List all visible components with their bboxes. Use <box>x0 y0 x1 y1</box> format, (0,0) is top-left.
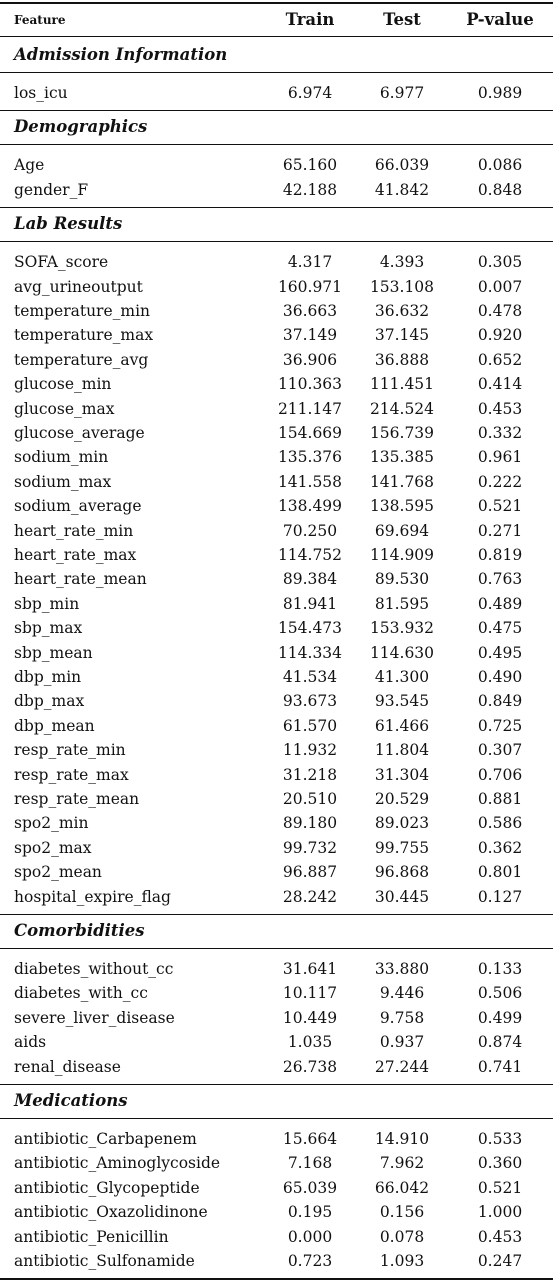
feature-cell: heart_rate_max <box>14 546 137 564</box>
pvalue-cell: 0.475 <box>477 619 523 638</box>
feature-cell: antibiotic_Sulfonamide <box>14 1252 195 1270</box>
section-title-rule <box>0 72 553 73</box>
test-cell: 33.880 <box>374 960 430 978</box>
pvalue-cell: 0.414 <box>477 375 523 394</box>
pvalue-cell: 0.801 <box>477 863 523 882</box>
section-title: Medications <box>14 1091 128 1110</box>
table-row <box>0 323 553 347</box>
test-cell: 1.093 <box>379 1252 425 1270</box>
pvalue-cell: 0.271 <box>477 521 523 540</box>
feature-cell: SOFA_score <box>14 253 109 272</box>
pvalue-cell: 0.521 <box>477 1178 523 1197</box>
test-cell: 0.937 <box>379 1033 425 1052</box>
train-cell: 37.149 <box>282 326 338 345</box>
feature-cell: temperature_max <box>14 326 154 345</box>
pvalue-cell: 0.586 <box>477 814 523 833</box>
feature-cell: sodium_max <box>14 472 112 491</box>
pvalue-cell: 0.920 <box>477 326 523 345</box>
pvalue-cell: 0.881 <box>477 790 523 808</box>
test-cell: 36.632 <box>374 302 430 320</box>
train-cell: 0.195 <box>287 1203 333 1222</box>
train-cell: 135.376 <box>277 448 343 467</box>
section-end-rule <box>0 207 553 208</box>
pvalue-cell: 0.874 <box>477 1033 523 1052</box>
section-end-rule <box>0 914 553 915</box>
train-cell: 65.160 <box>282 156 338 175</box>
train-cell: 1.035 <box>287 1033 333 1052</box>
table-row <box>0 1127 553 1151</box>
section-title: Comorbidities <box>14 921 145 940</box>
feature-cell: dbp_max <box>14 692 85 711</box>
test-cell: 14.910 <box>374 1130 430 1148</box>
table-row <box>0 178 553 202</box>
test-cell: 69.694 <box>374 521 430 540</box>
feature-cell: Age <box>14 156 45 175</box>
test-cell: 135.385 <box>369 448 435 467</box>
feature-cell: avg_urineoutput <box>14 277 143 296</box>
feature-cell: severe_liver_disease <box>14 1008 175 1027</box>
table-row <box>0 445 553 469</box>
train-cell: 31.641 <box>282 960 338 978</box>
pvalue-cell: 0.490 <box>477 668 523 686</box>
test-cell: 6.977 <box>379 84 425 102</box>
test-cell: 156.739 <box>369 424 435 442</box>
section-end-rule <box>0 1084 553 1085</box>
top-rule <box>0 2 553 4</box>
pvalue-cell: 0.961 <box>477 448 523 467</box>
table-row <box>0 153 553 177</box>
table-row <box>0 543 553 567</box>
table-row <box>0 299 553 323</box>
train-cell: 0.723 <box>287 1252 333 1270</box>
feature-cell: diabetes_without_cc <box>14 960 174 978</box>
test-cell: 27.244 <box>374 1057 430 1076</box>
pvalue-cell: 0.499 <box>477 1008 523 1027</box>
feature-cell: glucose_min <box>14 375 112 394</box>
pvalue-cell: 0.332 <box>477 424 523 442</box>
table-row <box>0 616 553 640</box>
test-cell: 214.524 <box>369 399 435 418</box>
table-row <box>0 592 553 616</box>
feature-cell: los_icu <box>14 84 68 102</box>
feature-cell: aids <box>14 1033 47 1052</box>
table-row <box>0 641 553 665</box>
section-title: Lab Results <box>14 214 123 234</box>
test-cell: 36.888 <box>374 350 430 369</box>
table-row <box>0 1055 553 1079</box>
pvalue-cell: 1.000 <box>477 1203 523 1222</box>
train-cell: 42.188 <box>282 180 338 199</box>
train-cell: 93.673 <box>282 692 338 711</box>
test-cell: 153.932 <box>369 619 435 638</box>
train-cell: 160.971 <box>277 277 343 296</box>
feature-cell: sbp_mean <box>14 643 93 662</box>
train-cell: 70.250 <box>282 521 338 540</box>
header-rule <box>0 36 553 37</box>
train-cell: 99.732 <box>282 838 338 857</box>
test-cell: 89.023 <box>374 814 430 833</box>
test-cell: 89.530 <box>374 570 430 589</box>
test-cell: 61.466 <box>374 716 430 735</box>
train-cell: 141.558 <box>277 472 343 491</box>
pvalue-cell: 0.478 <box>477 302 523 320</box>
feature-cell: antibiotic_Aminoglycoside <box>14 1154 221 1173</box>
section-title-rule <box>0 241 553 242</box>
feature-cell: antibiotic_Carbapenem <box>14 1130 197 1148</box>
test-cell: 114.630 <box>369 643 435 662</box>
feature-cell: spo2_mean <box>14 863 102 882</box>
feature-cell: sodium_min <box>14 448 109 467</box>
test-cell: 20.529 <box>374 790 430 808</box>
train-cell: 89.384 <box>282 570 338 589</box>
test-cell: 9.446 <box>379 984 425 1003</box>
table-row <box>0 860 553 884</box>
train-cell: 61.570 <box>282 716 338 735</box>
train-cell: 96.887 <box>282 863 338 882</box>
section-title-rule <box>0 1118 553 1119</box>
table-header-row <box>0 8 553 32</box>
pvalue-cell: 0.706 <box>477 765 523 784</box>
pvalue-cell: 0.819 <box>477 546 523 564</box>
feature-cell: spo2_min <box>14 814 89 833</box>
pvalue-cell: 0.495 <box>477 643 523 662</box>
table-row <box>0 981 553 1005</box>
test-cell: 93.545 <box>374 692 430 711</box>
feature-cell: antibiotic_Penicillin <box>14 1227 169 1246</box>
test-cell: 37.145 <box>374 326 430 345</box>
feature-cell: sbp_min <box>14 594 80 613</box>
feature-cell: heart_rate_min <box>14 521 134 540</box>
pvalue-cell: 0.222 <box>477 472 523 491</box>
test-cell: 0.078 <box>379 1227 425 1246</box>
table-row <box>0 372 553 396</box>
header-feature: Feature <box>14 13 66 27</box>
table-row <box>0 957 553 981</box>
table-row <box>0 763 553 787</box>
pvalue-cell: 0.247 <box>477 1252 523 1270</box>
header-test: Test <box>383 10 421 29</box>
table-row <box>0 738 553 762</box>
header-pvalue: P-value <box>466 10 534 29</box>
pvalue-cell: 0.741 <box>477 1057 523 1076</box>
pvalue-cell: 0.307 <box>477 741 523 760</box>
section-title-rule <box>0 144 553 145</box>
feature-cell: sbp_max <box>14 619 83 638</box>
test-cell: 41.842 <box>374 180 430 199</box>
pvalue-cell: 0.521 <box>477 497 523 516</box>
section-title: Admission Information <box>14 45 228 64</box>
test-cell: 41.300 <box>374 668 430 686</box>
pvalue-cell: 0.453 <box>477 399 523 418</box>
train-cell: 11.932 <box>282 741 338 760</box>
table-row <box>0 470 553 494</box>
train-cell: 10.117 <box>282 984 338 1003</box>
feature-cell: gender_F <box>14 180 89 199</box>
test-cell: 0.156 <box>379 1203 425 1222</box>
table-row <box>0 1200 553 1224</box>
feature-cell: resp_rate_mean <box>14 790 140 808</box>
pvalue-cell: 0.127 <box>477 887 523 906</box>
table-row <box>0 567 553 591</box>
pvalue-cell: 0.763 <box>477 570 523 589</box>
pvalue-cell: 0.849 <box>477 692 523 711</box>
test-cell: 30.445 <box>374 887 430 906</box>
test-cell: 138.595 <box>369 497 435 516</box>
train-cell: 114.334 <box>277 643 343 662</box>
train-cell: 31.218 <box>282 765 338 784</box>
table-row <box>0 1225 553 1249</box>
pvalue-cell: 0.506 <box>477 984 523 1003</box>
table-row <box>0 885 553 909</box>
table-row <box>0 665 553 689</box>
pvalue-cell: 0.848 <box>477 180 523 199</box>
feature-cell: temperature_min <box>14 302 151 320</box>
table-row <box>0 1030 553 1054</box>
table-row <box>0 714 553 738</box>
train-cell: 41.534 <box>282 668 338 686</box>
test-cell: 141.768 <box>369 472 435 491</box>
table-row <box>0 1006 553 1030</box>
pvalue-cell: 0.652 <box>477 350 523 369</box>
pvalue-cell: 0.725 <box>477 716 523 735</box>
test-cell: 66.039 <box>374 156 430 175</box>
feature-cell: resp_rate_min <box>14 741 126 760</box>
test-cell: 96.868 <box>374 863 430 882</box>
train-cell: 110.363 <box>277 375 343 394</box>
table-row <box>0 1249 553 1273</box>
table-row <box>0 421 553 445</box>
train-cell: 36.663 <box>282 302 338 320</box>
table-row <box>0 811 553 835</box>
feature-cell: hospital_expire_flag <box>14 887 171 906</box>
train-cell: 4.317 <box>287 253 333 272</box>
train-cell: 154.473 <box>277 619 343 638</box>
train-cell: 89.180 <box>282 814 338 833</box>
table-row <box>0 836 553 860</box>
feature-cell: dbp_min <box>14 668 82 686</box>
train-cell: 114.752 <box>277 546 343 564</box>
train-cell: 138.499 <box>277 497 343 516</box>
feature-cell: dbp_mean <box>14 716 95 735</box>
test-cell: 114.909 <box>369 546 435 564</box>
section-title: Demographics <box>14 117 148 137</box>
train-cell: 154.669 <box>277 424 343 442</box>
train-cell: 28.242 <box>282 887 338 906</box>
table-row <box>0 250 553 274</box>
pvalue-cell: 0.007 <box>477 277 523 296</box>
section-end-rule <box>0 110 553 111</box>
pvalue-cell: 0.489 <box>477 594 523 613</box>
feature-cell: resp_rate_max <box>14 765 129 784</box>
table-row <box>0 397 553 421</box>
test-cell: 4.393 <box>379 253 425 272</box>
feature-cell: sodium_average <box>14 497 142 516</box>
feature-cell: temperature_avg <box>14 350 149 369</box>
test-cell: 153.108 <box>369 277 435 296</box>
test-cell: 7.962 <box>379 1154 425 1173</box>
pvalue-cell: 0.989 <box>477 84 523 102</box>
train-cell: 26.738 <box>282 1057 338 1076</box>
test-cell: 31.304 <box>374 765 430 784</box>
test-cell: 11.804 <box>374 741 430 760</box>
feature-cell: antibiotic_Glycopeptide <box>14 1178 200 1197</box>
table-row <box>0 689 553 713</box>
pvalue-cell: 0.453 <box>477 1227 523 1246</box>
test-cell: 9.758 <box>379 1008 425 1027</box>
table-row <box>0 1151 553 1175</box>
table-row <box>0 787 553 811</box>
test-cell: 111.451 <box>369 375 435 394</box>
train-cell: 15.664 <box>282 1130 338 1148</box>
section-title-rule <box>0 948 553 949</box>
pvalue-cell: 0.086 <box>477 156 523 175</box>
train-cell: 81.941 <box>282 594 338 613</box>
test-cell: 81.595 <box>374 594 430 613</box>
train-cell: 211.147 <box>277 399 343 418</box>
feature-cell: antibiotic_Oxazolidinone <box>14 1203 208 1222</box>
table-row <box>0 1176 553 1200</box>
train-cell: 6.974 <box>287 84 333 102</box>
pvalue-cell: 0.305 <box>477 253 523 272</box>
test-cell: 99.755 <box>374 838 430 857</box>
table-row <box>0 275 553 299</box>
pvalue-cell: 0.362 <box>477 838 523 857</box>
train-cell: 65.039 <box>282 1178 338 1197</box>
test-cell: 66.042 <box>374 1178 430 1197</box>
feature-cell: glucose_average <box>14 424 145 442</box>
train-cell: 7.168 <box>287 1154 333 1173</box>
feature-cell: renal_disease <box>14 1057 121 1076</box>
feature-cell: glucose_max <box>14 399 115 418</box>
header-train: Train <box>285 10 335 29</box>
feature-cell: spo2_max <box>14 838 92 857</box>
table-row <box>0 494 553 518</box>
pvalue-cell: 0.133 <box>477 960 523 978</box>
train-cell: 20.510 <box>282 790 338 808</box>
table-row <box>0 348 553 372</box>
pvalue-cell: 0.533 <box>477 1130 523 1148</box>
table-row <box>0 81 553 105</box>
train-cell: 0.000 <box>287 1227 333 1246</box>
feature-cell: heart_rate_mean <box>14 570 147 589</box>
train-cell: 10.449 <box>282 1008 338 1027</box>
train-cell: 36.906 <box>282 350 338 369</box>
pvalue-cell: 0.360 <box>477 1154 523 1173</box>
table-row <box>0 519 553 543</box>
feature-cell: diabetes_with_cc <box>14 984 148 1003</box>
